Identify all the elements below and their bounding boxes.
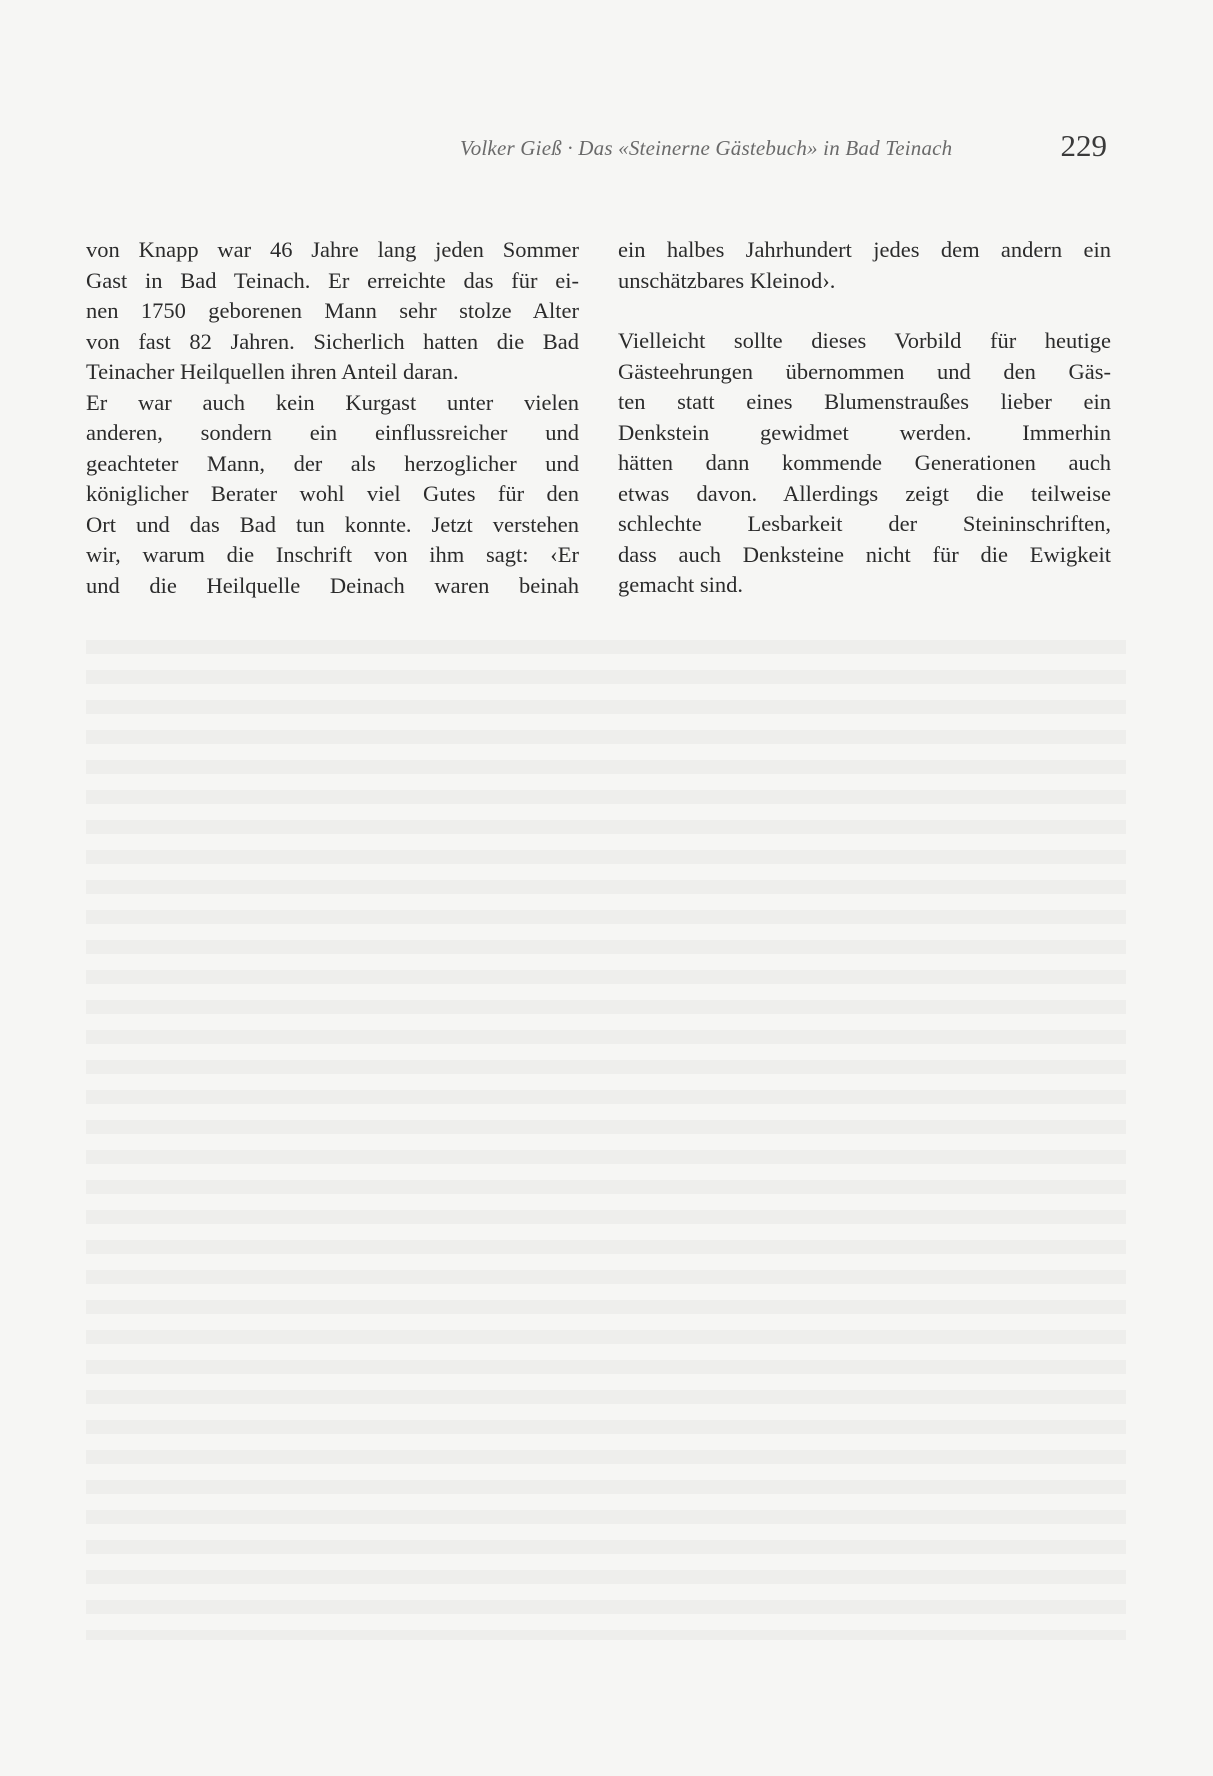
text-line: ein halbes Jahrhundert jedes dem andern ein: [618, 237, 1111, 262]
text-line: gemacht sind.: [618, 572, 743, 597]
text-line: Gästeehrungen übernommen und den Gäs-: [618, 358, 1111, 384]
running-head: Volker Gieß · Das «Steinerne Gästebuch» in Bad Teinach: [460, 136, 953, 160]
text-line: etwas davon. Allerdings zeigt die teilweise: [618, 480, 1111, 506]
text-line: dass auch Denksteine nicht für die Ewigkeit: [618, 541, 1111, 567]
right-column: [618, 235, 1111, 601]
text-line: von Knapp war 46 Jahre lang jeden Sommer: [86, 237, 579, 262]
text-line: hätten dann kommende Generationen auch: [618, 450, 1111, 475]
show-through-texture: [86, 640, 1126, 1640]
page-number: 229: [1060, 128, 1107, 163]
text-line: von fast 82 Jahren. Sicherlich hatten die Bad: [86, 328, 579, 354]
left-column: [86, 235, 579, 601]
text-line: wir, warum die Inschrift von ihm sagt: ‹Er: [86, 542, 579, 567]
text-line: Er war auch kein Kurgast unter vielen: [86, 389, 579, 415]
text-line: Gast in Bad Teinach. Er erreichte das für ei-: [86, 267, 579, 293]
text-line: Denkstein gewidmet werden. Immerhin: [618, 419, 1111, 445]
text-line: Vielleicht sollte dieses Vorbild für heutige: [618, 328, 1111, 353]
text-line: königlicher Berater wohl viel Gutes für den: [86, 481, 579, 506]
paragraph-gap: [618, 296, 1111, 326]
text-line: schlechte Lesbarkeit der Steininschriften,: [618, 511, 1111, 536]
text-line: geachteter Mann, der als herzoglicher und: [86, 450, 579, 476]
text-line: unschätzbares Kleinod›.: [618, 267, 836, 293]
text-line: nen 1750 geborenen Mann sehr stolze Alter: [86, 298, 579, 323]
page-header: [0, 128, 1213, 168]
text-line: und die Heilquelle Deinach waren beinah: [86, 572, 579, 598]
text-line: Teinacher Heilquellen ihren Anteil daran.: [86, 359, 459, 384]
text-line: ten statt eines Blumenstraußes lieber ein: [618, 389, 1111, 414]
text-line: anderen, sondern ein einflussreicher und: [86, 420, 579, 445]
text-line: Ort und das Bad tun konnte. Jetzt verstehen: [86, 511, 579, 537]
